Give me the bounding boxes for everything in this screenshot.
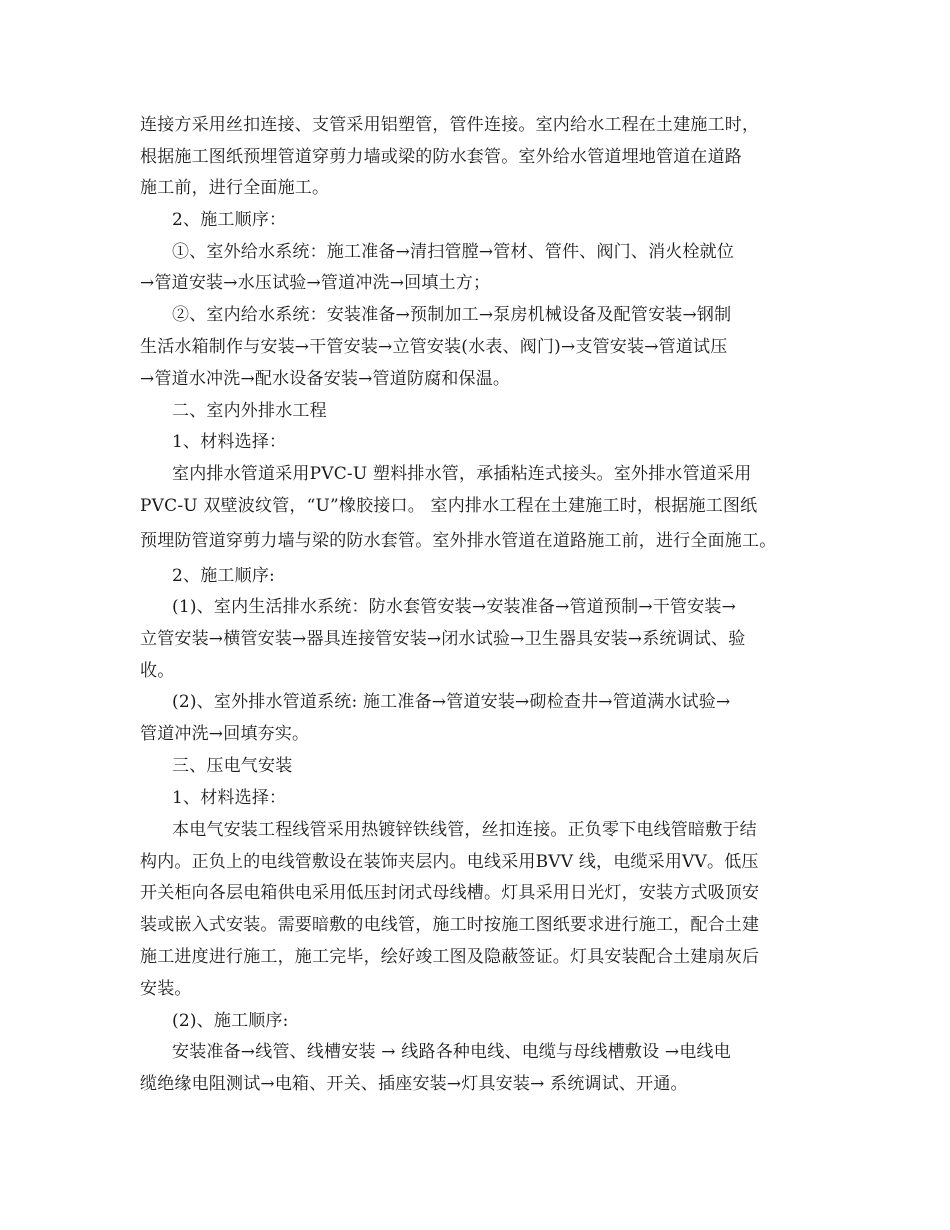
section-heading: (2)、施工顺序: (172, 1011, 289, 1031)
text-line: 装或嵌入式安装。需要暗敷的电线管，施工时按施工图纸要求进行施工，配合土建 (140, 915, 760, 935)
text-line: →管道安装→水压试验→管道冲洗→回填土方； (140, 273, 491, 293)
section-heading: 三、压电气安装 (172, 756, 293, 776)
text-line: 施工前，进行全面施工。 (140, 178, 330, 198)
text-line: 生活水箱制作与安装→干管安装→立管安装(水表、阀门)→支管安装→管道试压 (140, 337, 728, 357)
text-line: ②、室内给水系统：安装准备→预制加工→泵房机械设备及配管安装→钢制 (172, 305, 732, 325)
text-line: (1)、室内生活排水系统：防水套管安装→安装准备→管道预制→干管安装→ (172, 597, 737, 617)
text-line: 安装准备→线管、线槽安装 → 线路各种电线、电缆与母线槽敷设 →电线电 (172, 1042, 731, 1062)
section-heading: 2、施工顺序: (172, 566, 275, 586)
text-line: 管道冲洗→回填夯实。 (140, 724, 310, 744)
text-line: 连接方采用丝扣连接、支管采用铝塑管，管件连接。室内给水工程在土建施工时， (140, 115, 760, 135)
section-heading: 2、施工顺序： (172, 210, 287, 230)
text-line: (2)、室外排水管道系统: 施工准备→管道安装→砌检查井→管道满水试验→ (172, 692, 731, 712)
text-line: 缆绝缘电阻测试→电箱、开关、插座安装→灯具安装→ 系统调试、开通。 (140, 1074, 688, 1094)
text-line: →管道水冲洗→配水设备安装→管道防腐和保温。 (140, 369, 511, 389)
section-heading: 二、室内外排水工程 (172, 401, 327, 421)
text-line: 施工进度进行施工，施工完毕，绘好竣工图及隐蔽签证。灯具安装配合土建扇灰后 (140, 947, 760, 967)
text-line: 立管安装→横管安装→器具连接管安装→闭水试验→卫生器具安装→系统调试、验 (140, 629, 746, 649)
text-line: ①、室外给水系统：施工准备→清扫管膛→管材、管件、阀门、消火栓就位 (172, 242, 735, 262)
text-line: 开关柜向各层电箱供电采用低压封闭式母线槽。灯具采用日光灯，安装方式吸顶安 (140, 883, 760, 903)
text-line: 根据施工图纸预埋管道穿剪力墙或梁的防水套管。室外给水管道埋地管道在道路 (140, 147, 742, 167)
section-heading: 1、材料选择： (172, 432, 287, 452)
text-line: 本电气安装工程线管采用热镀锌铁线管，丝扣连接。正负零下电线管暗敷于结 (172, 820, 757, 840)
text-line: 室内排水管道采用PVC-U 塑料排水管，承插粘连式接头。室外排水管道采用 (172, 464, 752, 484)
section-heading: 1、材料选择： (172, 788, 287, 808)
text-line: 预埋防管道穿剪力墙与梁的防水套管。室外排水管道在道路施工前，进行全面施工。 (140, 531, 777, 551)
text-line: 构内。正负上的电线管敷设在装饰夹层内。电线采用BVV 线，电缆采用VV。低压 (140, 852, 759, 872)
text-line: 安装。 (140, 979, 192, 999)
text-line: PVC-U 双壁波纹管，“U”橡胶接口。 室内排水工程在土建施工时，根据施工图纸 (140, 496, 758, 516)
text-line: 收。 (140, 661, 175, 681)
